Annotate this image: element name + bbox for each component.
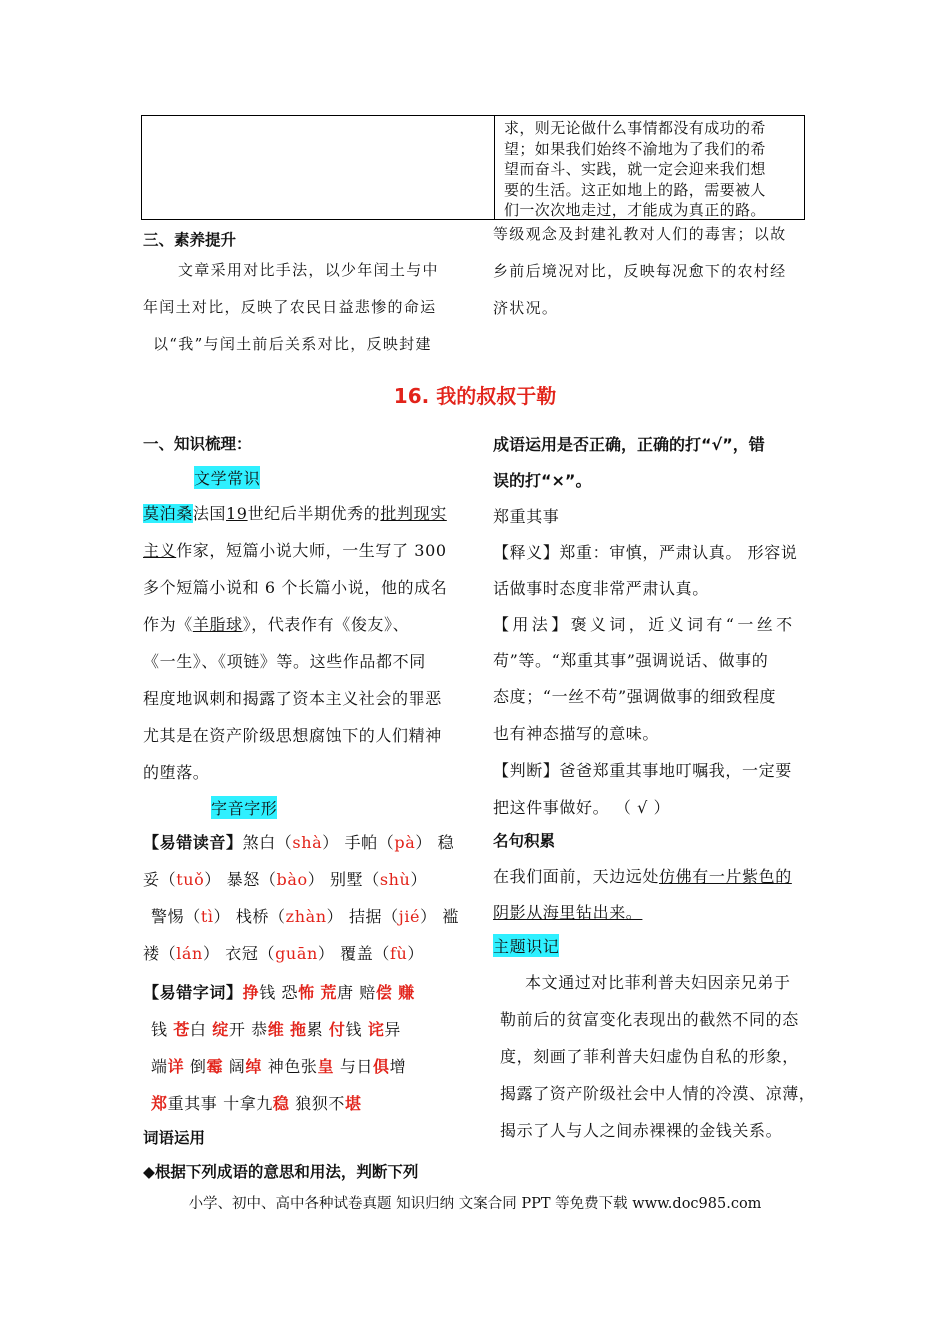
char-rest: 与日	[334, 1057, 374, 1076]
pron-end: ）	[317, 944, 335, 963]
shiyi: 【释义】郑重：审慎，严肃认真。 形容说	[493, 543, 798, 562]
char-line	[151, 1091, 362, 1114]
char-rest: 钱	[345, 1020, 368, 1039]
pron-end: ）	[420, 907, 437, 926]
pinyin: shù	[379, 870, 411, 889]
pinyin: shà	[292, 833, 323, 852]
pron-end: ）	[322, 833, 339, 852]
char-rest: 开 恭	[228, 1020, 268, 1039]
theme-label: 主题识记	[493, 934, 559, 957]
char: 绰	[245, 1057, 263, 1076]
shiyi: 话做事时态度非常严肃认真。	[493, 579, 709, 598]
pinyin: jié	[398, 907, 421, 926]
char-rest: 神色张	[262, 1057, 318, 1076]
char: 赚	[398, 983, 415, 1002]
pron-word: 妥（	[143, 870, 177, 889]
char-rest: 唐 赔	[337, 983, 376, 1002]
char: 详	[167, 1057, 185, 1076]
yongfa: 态度；“一丝不苟”强调做事的细致程度	[493, 687, 777, 706]
lit-label: 文学常识	[194, 466, 260, 489]
mingju-line	[493, 864, 792, 887]
bio-text: 世纪后半期优秀的	[247, 504, 381, 523]
mingju-line: 阴影从海里钻出来。	[493, 903, 643, 922]
section3-heading: 三、素养提升	[143, 231, 237, 249]
char: 稳	[272, 1094, 290, 1113]
section3-left-line: 文章采用对比手法，以少年闰土与中	[178, 261, 439, 279]
pinyin: tuǒ	[176, 870, 205, 889]
char-rest: 异	[384, 1020, 402, 1039]
pinyin: fù	[389, 944, 408, 963]
char: 绽	[212, 1020, 229, 1039]
char-rest: 重其事 十拿九	[167, 1094, 273, 1113]
pinyin: lán	[176, 944, 203, 963]
bio-term: 批判现实	[380, 504, 447, 523]
section3-left-line: 年闰土对比，反映了农民日益悲惨的命运	[143, 298, 437, 316]
pron-word: 覆盖（	[340, 944, 390, 963]
idiom: 郑重其事	[493, 507, 560, 526]
bio-text: 法国	[192, 504, 227, 523]
char-rest: 钱	[151, 1020, 174, 1039]
char: 诧	[367, 1020, 385, 1039]
char-line	[151, 1054, 406, 1077]
bio-line: 的堕落。	[143, 763, 210, 782]
pron-word: 拮据（	[348, 907, 399, 926]
pinyin: zhàn	[285, 907, 327, 926]
bio-term: 主义	[143, 541, 177, 560]
char-rest: 倒	[184, 1057, 207, 1076]
table-line: 望而奋斗、实践，就一定会迎来我们想	[504, 160, 766, 178]
char: 俱	[373, 1057, 390, 1076]
char-line	[151, 1017, 401, 1040]
left-heading: 一、知识梳理：	[143, 435, 252, 453]
pron-word: 暴怒（	[226, 870, 277, 889]
char-rest: 狼狈不	[289, 1094, 346, 1113]
pron-word: 褛（	[143, 944, 177, 963]
pinyin: tì	[200, 907, 214, 926]
bio-line: 尤其是在资产阶级思想腐蚀下的人们精神	[143, 726, 442, 745]
theme-line: 度，刻画了菲利普夫妇虚伪自私的形象，	[500, 1047, 799, 1066]
judge-instruction: 误的打“×”。	[493, 471, 592, 490]
char-rest: 增	[389, 1057, 407, 1076]
char: 堪	[345, 1094, 362, 1113]
pron-end: ）	[307, 870, 325, 889]
ci-label: 词语运用	[143, 1129, 206, 1147]
pinyin: pà	[394, 833, 416, 852]
pron-word: 别墅（	[330, 870, 380, 889]
pron-word: 稳	[437, 833, 455, 852]
bio-line	[143, 538, 447, 561]
pron-word: 手帕（	[344, 833, 395, 852]
pron-word: 煞白（	[242, 833, 293, 852]
char: 荒	[320, 983, 338, 1002]
mingju-text: 在我们面前，天边远处	[493, 867, 660, 886]
panduan: 【判断】爸爸郑重其事地叮嘱我，一定要	[493, 761, 792, 780]
pron-end: ）	[407, 944, 425, 963]
char-line	[143, 980, 415, 1003]
author-name: 莫泊桑	[143, 504, 193, 523]
bio-text: 》，代表作有《俊友》、	[242, 615, 410, 634]
bio-line: 《一生》、《项链》等。这些作品都不同	[143, 652, 426, 671]
lesson-title: 16. 我的叔叔于勒	[393, 384, 557, 408]
table-cell-text	[504, 118, 800, 221]
theme-line: 本文通过对比菲利普夫妇因亲兄弟于	[525, 973, 791, 992]
pinyin: bào	[276, 870, 308, 889]
char-rest: 钱 恐	[259, 983, 299, 1002]
bio-line	[143, 501, 447, 524]
theme-line: 揭示了人与人之间赤裸裸的金钱关系。	[500, 1121, 783, 1140]
section3-right-line: 等级观念及封建礼教对人们的毒害；以故	[493, 225, 787, 243]
char-rest: 白	[189, 1020, 213, 1039]
char: 怖	[298, 983, 315, 1002]
bio-century: 19	[226, 504, 248, 523]
theme-line: 勒前后的贫富变化表现出的截然不同的态	[500, 1010, 799, 1029]
char-rest: 端	[151, 1057, 168, 1076]
mingju-underlined: 仿佛有一片紫色的	[659, 867, 792, 886]
bio-work: 羊脂球	[192, 615, 243, 634]
judge-instruction: 成语运用是否正确，正确的打“√”，错	[493, 435, 765, 454]
yongfa: 【用法】褒义词，近义词有“一丝不	[493, 615, 796, 634]
table-line: 求，则无论做什么事情都没有成功的希	[504, 119, 766, 137]
pron-word: 栈桥（	[235, 907, 286, 926]
char: 偿	[375, 983, 393, 1002]
char-rest: 累	[306, 1020, 329, 1039]
yongfa: 苟”等。“郑重其事”强调说话、做事的	[493, 651, 769, 670]
yongfa: 也有神态描写的意味。	[493, 724, 660, 743]
page-footer: 小学、初中、高中各种试卷真题 知识归纳 文案合同 PPT 等免费下载 www.doc985.com	[188, 1196, 762, 1212]
mingju-label: 名句积累	[493, 832, 556, 850]
theme-line: 揭露了资产阶级社会中人情的冷漠、凉薄，	[500, 1084, 816, 1103]
pron-line	[143, 941, 424, 964]
pron-end: ）	[204, 870, 221, 889]
pron-end: ）	[410, 870, 428, 889]
pron-line	[143, 830, 454, 853]
pinyin: guān	[275, 944, 318, 963]
char: 付	[328, 1020, 346, 1039]
section3-right-line: 济状况。	[493, 299, 559, 317]
pron-label: 【易错读音】	[143, 833, 243, 852]
judge-instruction: ◆根据下列成语的意思和用法，判断下列	[143, 1163, 419, 1181]
char: 拖	[290, 1020, 307, 1039]
pron-end: ）	[326, 907, 344, 926]
table-line: 们一次次地走过，才能成为真正的路。	[504, 201, 766, 219]
panduan: 把这件事做好。 （ √ ）	[493, 798, 671, 817]
bio-text: 作家，短篇小说大师，一生写了 300	[176, 541, 447, 560]
char: 霉	[206, 1057, 224, 1076]
bio-text: 作为《	[143, 615, 193, 634]
char-rest: 阔	[223, 1057, 246, 1076]
char: 皇	[317, 1057, 335, 1076]
char: 挣	[242, 983, 260, 1002]
pron-word: 衣冠（	[225, 944, 276, 963]
char-label: 【易错字词】	[143, 983, 243, 1002]
section3-left-line: 以“我”与闰土前后关系对比，反映封建	[153, 335, 432, 353]
char: 苍	[173, 1020, 190, 1039]
table-divider	[494, 116, 495, 219]
pron-end: ）	[202, 944, 220, 963]
zy-label: 字音字形	[211, 796, 277, 819]
char: 维	[267, 1020, 285, 1039]
table-fragment	[141, 115, 805, 220]
bio-line: 多个短篇小说和 6 个长篇小说，他的成名	[143, 578, 448, 597]
bio-line: 程度地讽刺和揭露了资本主义社会的罪恶	[143, 689, 442, 708]
pron-word: 褴	[442, 907, 460, 926]
pron-word: 警惕（	[151, 907, 201, 926]
table-line: 望；如果我们始终不渝地为了我们的希	[504, 139, 766, 158]
bio-line	[143, 612, 409, 635]
table-line: 要的生活。这正如地上的路，需要被人	[504, 180, 766, 199]
section3-right-line: 乡前后境况对比，反映每况愈下的农村经	[493, 262, 787, 280]
pron-line	[143, 867, 427, 890]
pron-line	[151, 904, 459, 927]
pron-end: ）	[415, 833, 432, 852]
pron-end: ）	[213, 907, 231, 926]
char: 郑	[151, 1094, 168, 1113]
